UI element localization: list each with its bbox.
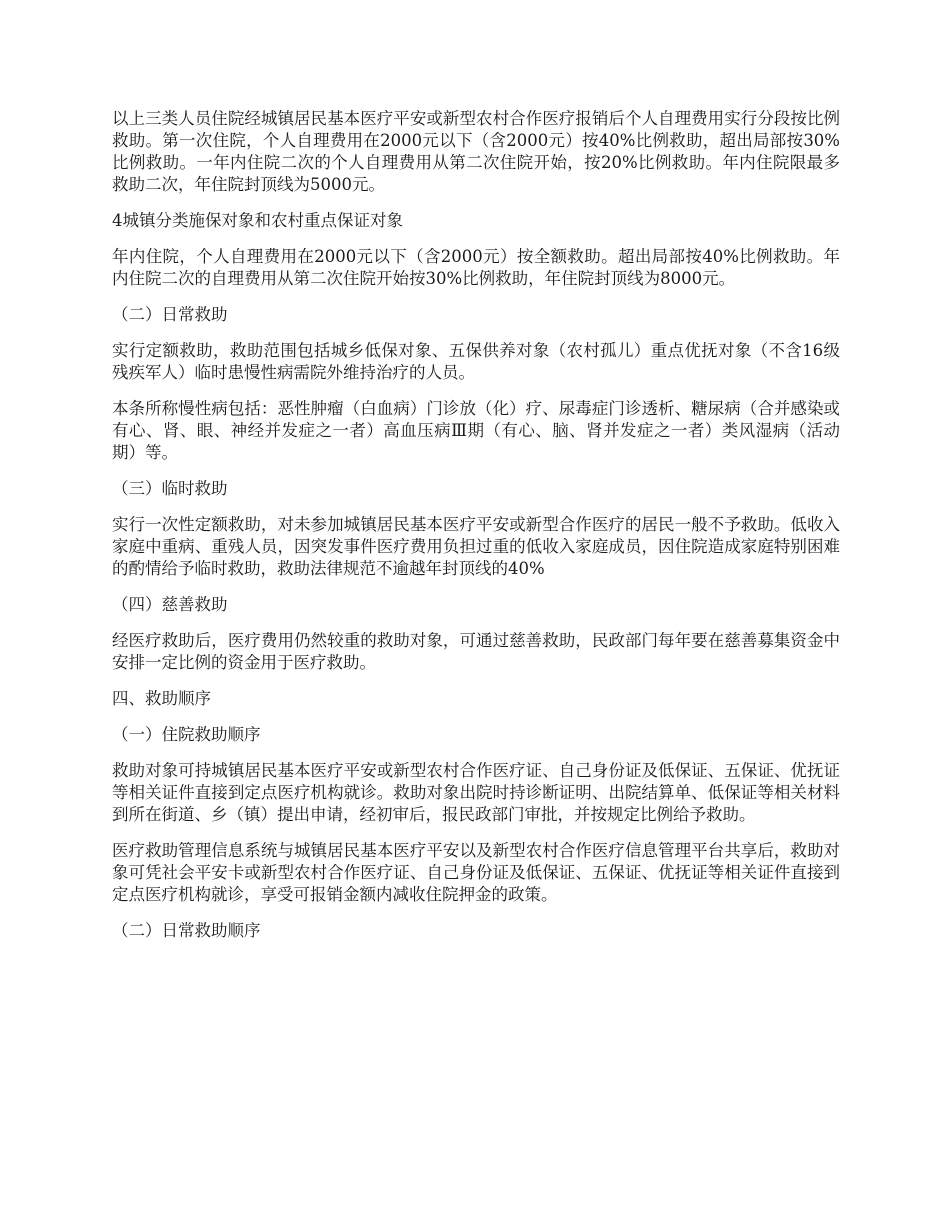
heading-charity-aid: （四）慈善救助 <box>112 595 228 614</box>
heading-urban-rural-key-recipients: 4城镇分类施保对象和农村重点保证对象 <box>112 211 403 230</box>
paragraph-2: 年内住院，个人自理费用在2000元以下（含2000元）按全额救助。超出局部按40%比例救助。年内住院二次的自理费用从第二次住院开始按30%比例救助，年住院封顶线为8000元。 <box>112 247 840 288</box>
paragraph-8: 医疗救助管理信息系统与城镇居民基本医疗平安以及新型农村合作医疗信息管理平台共享后，救助对象可凭社会平安卡或新型农村合作医疗证、自己身份证及低保证、五保证、优抚证等相关证件直接到定点医疗机构就诊，享受可报销金额内减收住院押金的政策。 <box>112 841 840 904</box>
heading-temporary-aid: （三）临时救助 <box>112 479 228 498</box>
heading-daily-aid: （二）日常救助 <box>112 305 228 324</box>
paragraph-4: 本条所称慢性病包括：恶性肿瘤（白血病）门诊放（化）疗、尿毒症门诊透析、糖尿病（合并感染或有心、肾、眼、神经并发症之一者）高血压病Ⅲ期（有心、脑、肾并发症之一者）类风湿病（活动期）等。 <box>112 399 840 462</box>
heading-hospitalization-procedure: （一）住院救助顺序 <box>112 725 261 744</box>
paragraph-6: 经医疗救助后，医疗费用仍然较重的救助对象，可通过慈善救助，民政部门每年要在慈善募集资金中安排一定比例的资金用于医疗救助。 <box>112 631 840 672</box>
paragraph-5: 实行一次性定额救助，对未参加城镇居民基本医疗平安或新型合作医疗的居民一般不予救助。低收入家庭中重病、重残人员，因突发事件医疗费用负担过重的低收入家庭成员，因住院造成家庭特别困难的酌情给予临时救助，救助法律规范不逾越年封顶线的40% <box>112 515 840 578</box>
heading-aid-procedure: 四、救助顺序 <box>112 689 211 708</box>
paragraph-3: 实行定额救助，救助范围包括城乡低保对象、五保供养对象（农村孤儿）重点优抚对象（不含16级残疾军人）临时患慢性病需院外维持治疗的人员。 <box>112 341 840 382</box>
paragraph-7: 救助对象可持城镇居民基本医疗平安或新型农村合作医疗证、自己身份证及低保证、五保证、优抚证等相关证件直接到定点医疗机构就诊。救助对象出院时持诊断证明、出院结算单、低保证等相关材料到所在街道、乡（镇）提出申请，经初审后，报民政部门审批，并按规定比例给予救助。 <box>112 761 840 824</box>
heading-daily-aid-procedure: （二）日常救助顺序 <box>112 921 261 940</box>
paragraph-1: 以上三类人员住院经城镇居民基本医疗平安或新型农村合作医疗报销后个人自理费用实行分段按比例救助。第一次住院，个人自理费用在2000元以下（含2000元）按40%比例救助，超出局部按30%比例救助。一年内住院二次的个人自理费用从第二次住院开始，按20%比例救助。年内住院限最多救助二次，年住院封顶线为5000元。 <box>112 109 840 194</box>
